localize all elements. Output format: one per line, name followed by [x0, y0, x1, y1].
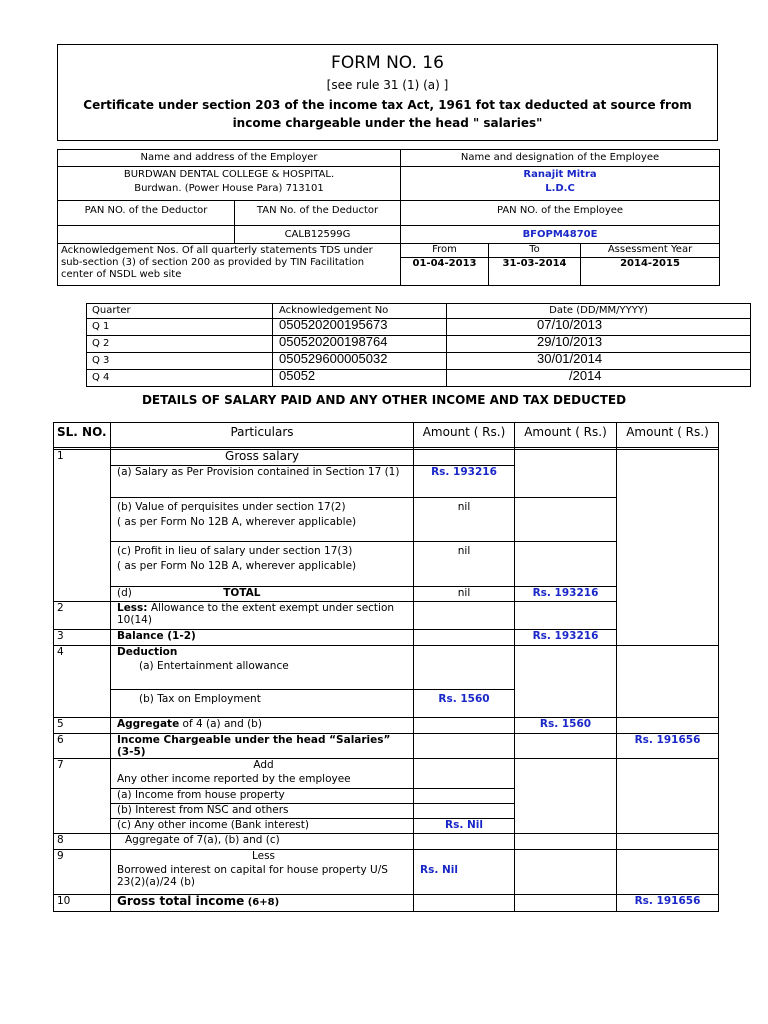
particular-cell: (b) Interest from NSC and others: [111, 804, 414, 819]
amount-header-1: Amount ( Rs.): [414, 423, 515, 448]
table-row: [87, 319, 751, 336]
entertainment-allowance: (a) Entertainment allowance: [139, 660, 289, 672]
employee-name: Ranajit Mitra: [523, 169, 597, 180]
less-label: Less: [251, 850, 276, 862]
ack-no-cell: 050520200195673: [273, 319, 447, 336]
employee-details: [401, 167, 720, 201]
particular-cell: Balance (1-2): [111, 630, 414, 646]
date-cell: 29/10/2013: [447, 336, 751, 353]
ack-no-cell: 050520200198764: [273, 336, 447, 353]
assessment-year-label: Assessment Year: [581, 244, 720, 258]
add-label: Add: [253, 759, 274, 771]
assessment-year-value: 2014-2015: [581, 258, 720, 286]
particular-cell: [111, 850, 414, 895]
sl-no-cell: 3: [54, 630, 111, 646]
particular-cell: [111, 718, 414, 734]
salary-table: [53, 422, 719, 912]
table-row: [54, 850, 719, 895]
amount-cell: Rs. 193216: [414, 466, 515, 498]
gross-total-text: Gross total income: [117, 894, 245, 908]
less-label: Less:: [117, 602, 148, 614]
amount-cell: Rs. Nil: [414, 819, 515, 834]
profit-line-1: (c) Profit in lieu of salary under section 17(3): [117, 545, 353, 557]
sl-no-cell: 1: [54, 450, 111, 602]
sl-no-cell: 7: [54, 759, 111, 834]
particular-cell: (b) Tax on Employment: [111, 690, 414, 718]
particular-cell: Aggregate of 7(a), (b) and (c): [111, 834, 414, 850]
pan-deductor-value: [58, 226, 235, 244]
table-row: [54, 834, 719, 850]
deduction-title: Deduction: [117, 646, 178, 658]
pan-employee-value: BFOPM4870E: [401, 226, 720, 244]
form-title: FORM NO. 16: [331, 53, 444, 73]
amount-cell: Rs. 193216: [515, 630, 617, 646]
ack-no-header: Acknowledgement No: [273, 304, 447, 319]
amount-cell: nil: [414, 542, 515, 587]
ack-no-cell: 050529600005032: [273, 353, 447, 370]
employer-name: BURDWAN DENTAL COLLEGE & HOSPITAL.: [123, 169, 335, 180]
table-row: [54, 895, 719, 912]
perquisites-line-1: (b) Value of perquisites under section 17(2): [117, 501, 346, 513]
table-row: [54, 646, 719, 690]
date-cell: 07/10/2013: [447, 319, 751, 336]
amount-cell: Rs. 191656: [617, 734, 719, 759]
other-income-text: Any other income reported by the employee: [117, 773, 351, 785]
sl-no-cell: 8: [54, 834, 111, 850]
perquisites-line-2: ( as per Form No 12B A, wherever applicable): [117, 516, 357, 528]
ack-text: Acknowledgement Nos. Of all quarterly statements TDS under sub-section (3) of section 200 as provided by TIN Facilitation center of NSDL web site: [58, 244, 401, 286]
sl-no-cell: 5: [54, 718, 111, 734]
sl-no-cell: 9: [54, 850, 111, 895]
amount-cell: Rs. Nil: [414, 850, 515, 895]
particular-cell: (a) Income from house property: [111, 789, 414, 804]
pan-employee-label: PAN NO. of the Employee: [401, 201, 720, 226]
aggregate-text: of 4 (a) and (b): [179, 718, 262, 730]
particular-cell: [111, 646, 414, 690]
particular-cell: (c) Any other income (Bank interest): [111, 819, 414, 834]
total-text: TOTAL: [223, 587, 261, 599]
table-row: [54, 734, 719, 759]
employer-table: [57, 149, 720, 286]
employee-heading: Name and designation of the Employee: [401, 150, 720, 167]
date-cell: 30/01/2014: [447, 353, 751, 370]
quarter-cell: Q 2: [87, 336, 273, 353]
table-row: [87, 336, 751, 353]
amount-cell: Rs. 191656: [617, 895, 719, 912]
particular-cell: Gross salary: [111, 450, 414, 466]
date-header: Date (DD/MM/YYYY): [447, 304, 751, 319]
to-value: 31-03-2014: [489, 258, 581, 286]
particular-cell: [111, 587, 414, 602]
sl-no-cell: 2: [54, 602, 111, 630]
from-value: 01-04-2013: [401, 258, 489, 286]
amount-header-3: Amount ( Rs.): [617, 423, 719, 448]
particular-cell: [111, 602, 414, 630]
tan-deductor-value: CALB12599G: [235, 226, 401, 244]
table-row: [87, 370, 751, 387]
particular-cell: [111, 498, 414, 542]
table-row: [54, 450, 719, 466]
particular-cell: [111, 542, 414, 587]
employer-address: Burdwan. (Power House Para) 713101: [134, 183, 324, 194]
quarter-header: Quarter: [87, 304, 273, 319]
tan-deductor-label: TAN No. of the Deductor: [235, 201, 401, 226]
particular-cell: [111, 895, 414, 912]
to-label: To: [489, 244, 581, 258]
amount-cell: nil: [414, 587, 515, 602]
quarter-cell: Q 3: [87, 353, 273, 370]
amount-cell: Rs. 1560: [414, 690, 515, 718]
amount-cell: Rs. 193216: [515, 587, 617, 602]
amount-cell: nil: [414, 498, 515, 542]
profit-line-2: ( as per Form No 12B A, wherever applicable): [117, 560, 357, 572]
salary-section-heading: DETAILS OF SALARY PAID AND ANY OTHER INCOME AND TAX DEDUCTED: [141, 393, 627, 407]
amount-cell: Rs. 1560: [515, 718, 617, 734]
form-header: [57, 44, 718, 141]
sl-no-cell: 6: [54, 734, 111, 759]
certificate-text: Certificate under section 203 of the income tax Act, 1961 fot tax deducted at source from income chargeable under the head " salaries": [83, 98, 692, 130]
amount-header-2: Amount ( Rs.): [515, 423, 617, 448]
sl-no-header: SL. NO.: [54, 423, 111, 448]
less-text: Allowance to the extent exempt under section 10(14): [117, 602, 395, 626]
borrowed-interest-text: Borrowed interest on capital for house property U/S 23(2)(a)/24 (b): [117, 864, 388, 888]
ack-no-cell: 05052: [273, 370, 447, 387]
employer-heading: Name and address of the Employer: [58, 150, 401, 167]
date-cell: /2014: [447, 370, 751, 387]
employer-details: [58, 167, 401, 201]
form-rule: [see rule 31 (1) (a) ]: [326, 78, 449, 92]
aggregate-label: Aggregate: [117, 718, 180, 730]
from-label: From: [401, 244, 489, 258]
quarter-cell: Q 4: [87, 370, 273, 387]
sl-no-cell: 4: [54, 646, 111, 718]
quarter-cell: Q 1: [87, 319, 273, 336]
particular-cell: Income Chargeable under the head “Salaries” (3-5): [111, 734, 414, 759]
employee-designation: L.D.C: [545, 183, 575, 194]
quarter-table: [86, 303, 751, 387]
table-row: [87, 353, 751, 370]
particulars-header: Particulars: [111, 423, 414, 448]
gross-total-sub: (6+8): [244, 897, 280, 908]
table-row: [54, 759, 719, 789]
particular-cell: (a) Salary as Per Provision contained in Section 17 (1): [111, 466, 414, 498]
pan-deductor-label: PAN NO. of the Deductor: [58, 201, 235, 226]
total-label: (d): [117, 587, 132, 599]
sl-no-cell: 10: [54, 895, 111, 912]
particular-cell: [111, 759, 414, 789]
table-row: [54, 718, 719, 734]
